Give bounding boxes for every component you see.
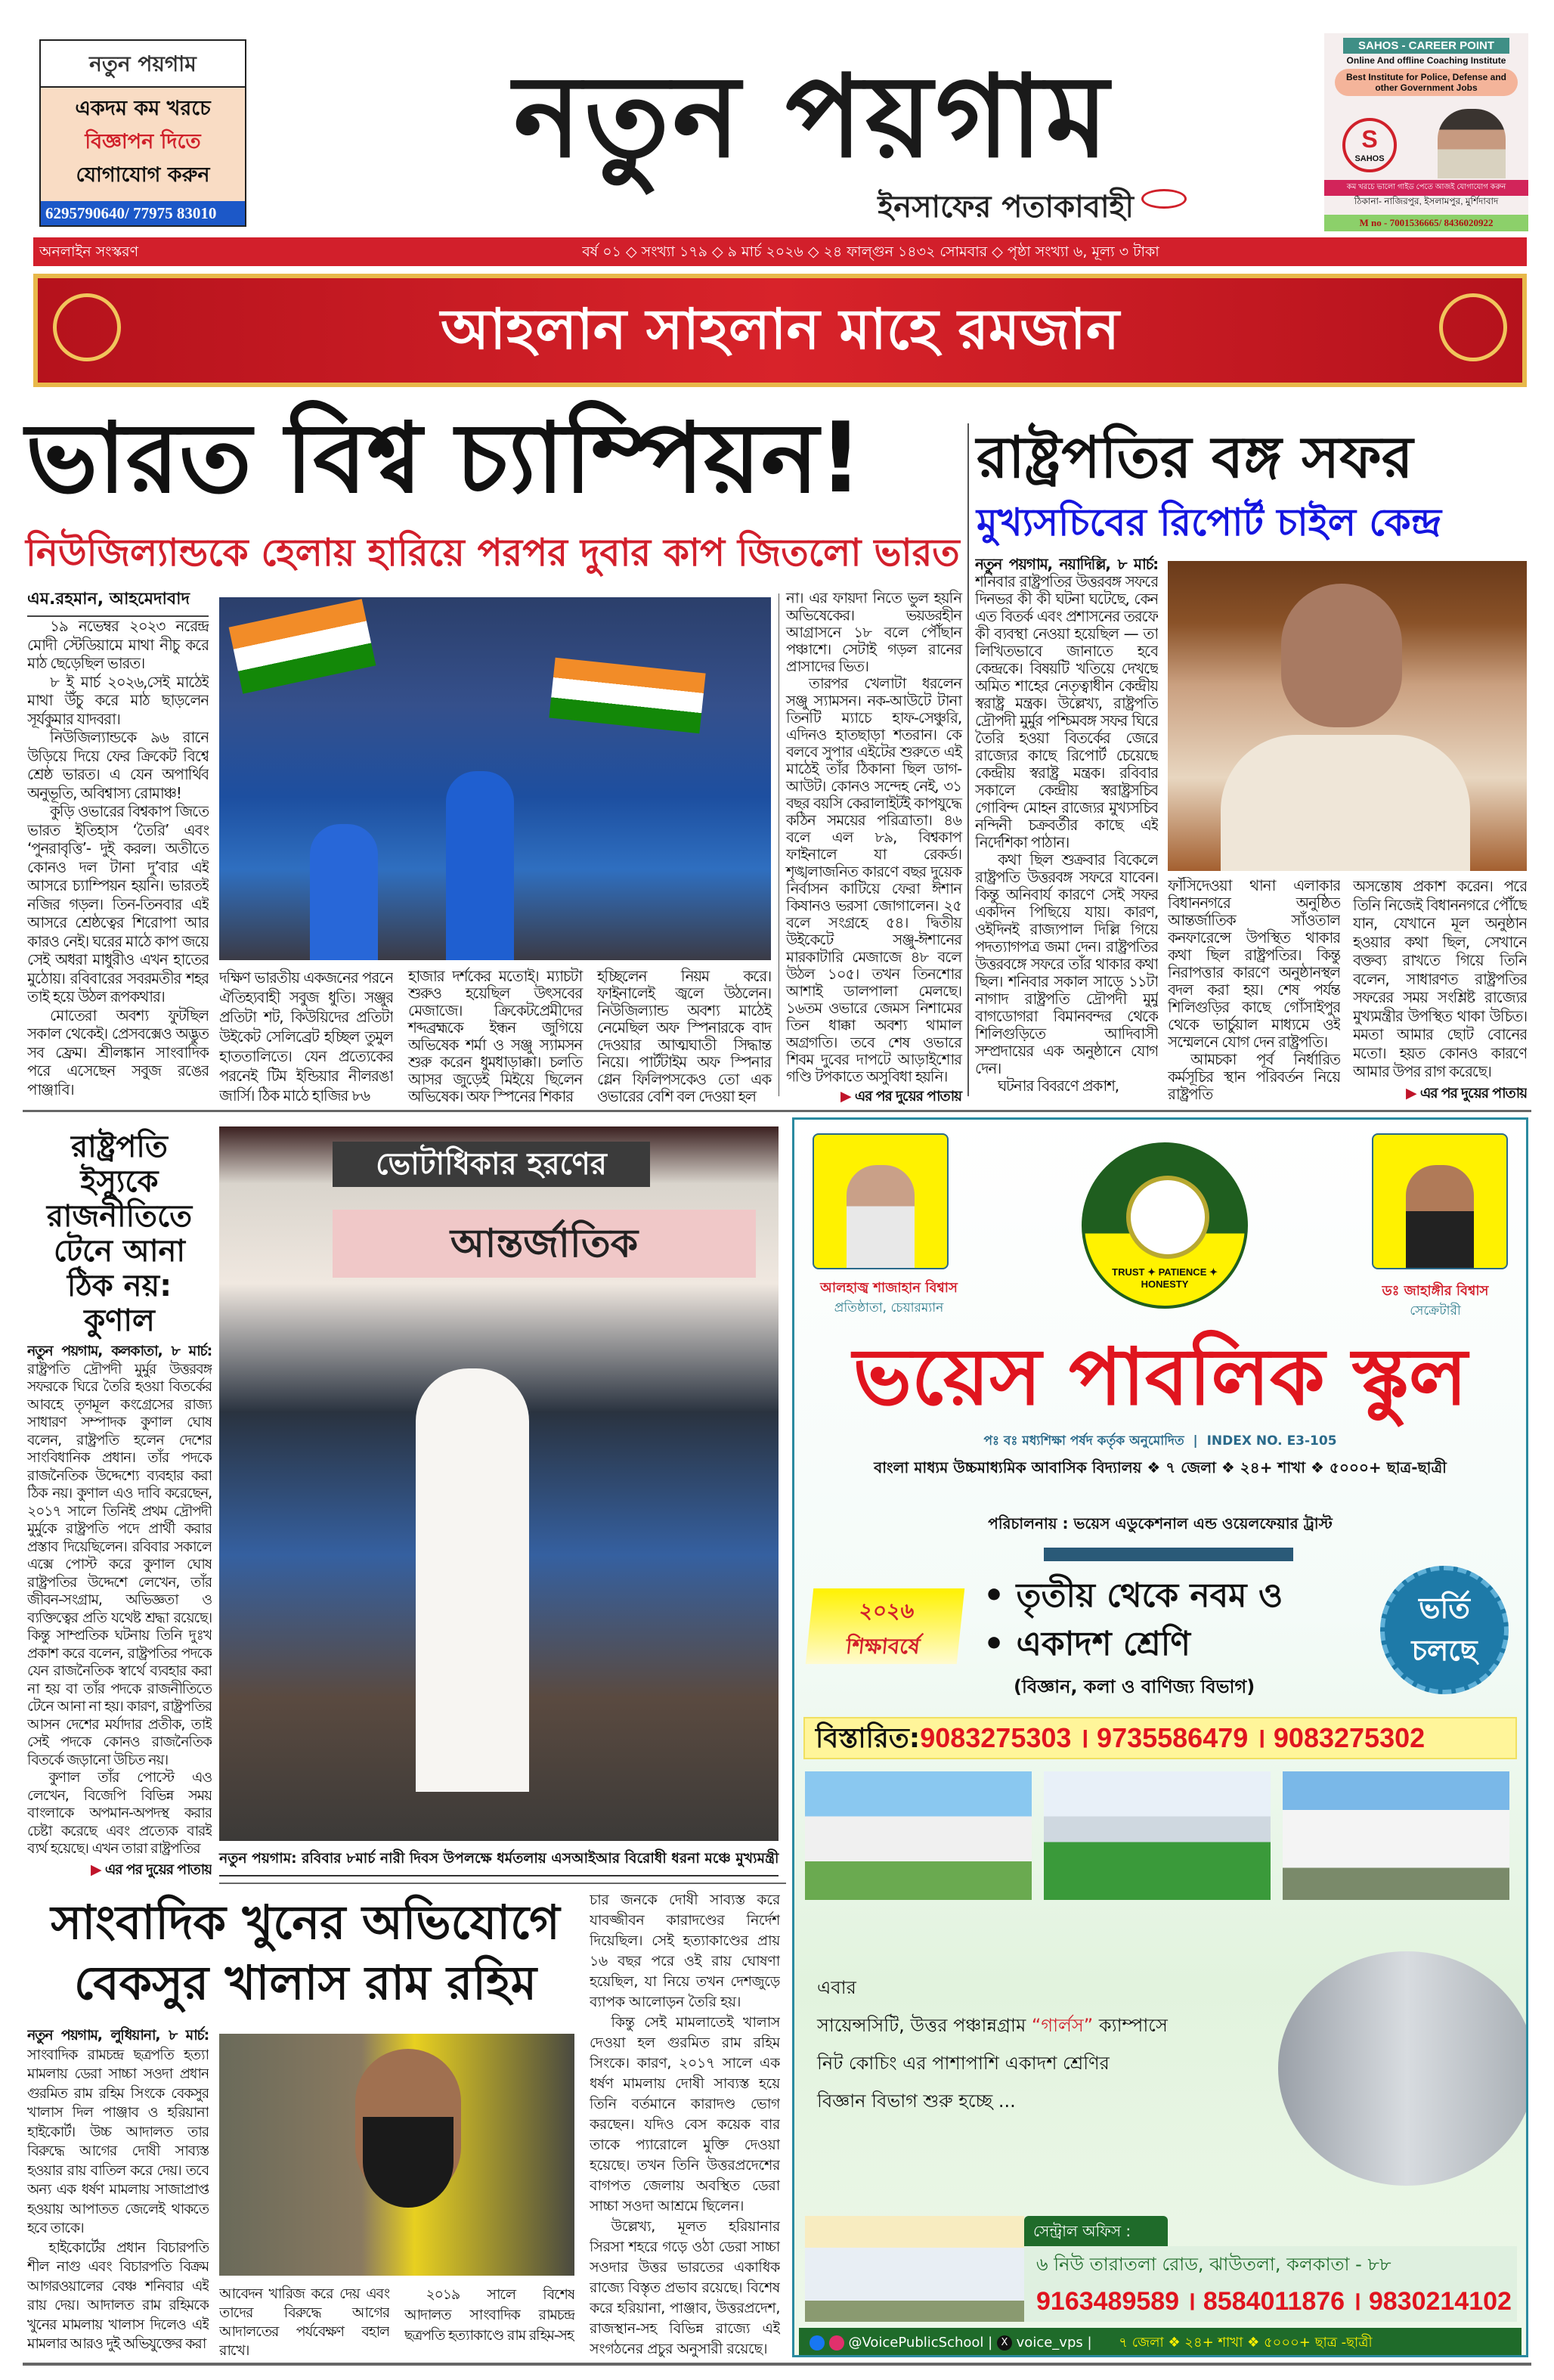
dateline: নতুন পয়গাম, কলকাতা, ৮ মার্চ: [27,1343,212,1359]
president-murmu-photo [1168,561,1527,871]
paragraph: কুণাল তাঁর পোস্টে এও লেখেন, বিজেপি বিভিন্ন সময় বাংলাকে অপমান-অপদস্থ করার চেষ্টা করেছে এবং প্রত্যেক বারই ব্যর্থ হয়েছে। এখন তারা রাষ্ট্রপতির [27,1769,212,1857]
office-building-photo [805,2216,1024,2322]
ad-line: একদম কম খরচে [75,97,211,120]
ramrahim-under-photo-1 [219,2285,389,2360]
lead-under-photo-col-2 [408,968,582,1105]
paragraph: আবেদন খারিজ করে দেয় এবং তাদের বিরুদ্ধে আগের আদালতের পর্যবেক্ষণ বহাল রাখে। [219,2285,389,2359]
ramrahim-under-photo-2 [404,2285,574,2360]
ad-line: বিজ্ঞাপন দিতে [85,130,201,153]
class-line-2: • একাদশ শ্রেণি [983,1625,1190,1663]
school-name [794,1331,1526,1422]
paragraph: উল্লেখ্য, মূলত হরিয়ানার সিরসা শহরে গড়ে ওঠা ডেরা সাচ্চা সওদার উত্তর ভারতের একাধিক রাজ্যে বিস্তৃত প্রভাব রয়েছে। বিশেষ করে হরিয়ানা, পাঞ্জাব, উত্তরপ্রদেশ, রাজস্থান-সহ বিভিন্ন রাজ্যে এই সংগঠনের প্রচুর অনুসারী রয়েছে। [590,2218,780,2357]
president-column-2 [1168,877,1340,1105]
player-figure [310,824,378,960]
mamata-figure [416,1368,529,1792]
president-headline [977,423,1528,491]
paragraph: অসন্তোষ প্রকাশ করেন। পরে তিনি নিজেই বিধাননগরে পৌঁছে যান, যেখানে মূল অনুষ্ঠান হওয়ার কথা ছিল, সেখানে বক্তব্য রাখতে গিয়ে তিনি বলেন, সাধারণত রাষ্ট্রপতির সফরের সময় সংশ্লিষ্ট রাজ্যের মুখ্যমন্ত্রীর উপস্থিত থাকা উচিত। মমতা আমার ছোট বোনের মতো। হয়ত কোনও কারণে আমার উপর রাগ করেছে। [1353,877,1527,1080]
headline-text: বেকসুর খালাস রাম রহিম [73,1955,537,2010]
paragraph: মোতেরা অবশ্য ফুটছিল সকাল থেকেই। প্রেসবক্সেও অদ্ভুত সব ফ্রেম। শ্রীলঙ্কান সাংবাদিক পরে এসেছেন সবুজ রঙের পাঞ্জাবি। [27,1006,209,1099]
lead-subhead [26,533,960,573]
masthead-title: নতুন পয়গাম [513,51,1112,183]
school-facts-text: বাংলা মাধ্যম উচ্চমাধ্যমিক আবাসিক বিদ্যালয় ❖ ৭ জেলা ❖ ২৪+ শাখা ❖ ৫০০০+ ছাত্র-ছাত্রী [874,1458,1447,1477]
academic-year-badge [806,1588,965,1664]
paragraph: ১৯ নভেম্বর ২০২৩ নরেন্দ্র মোদী স্টেডিয়ামে মাথা নীচু করে মাঠ ছেড়েছিল ভারত। [27,617,209,672]
dateline: নতুন পয়গাম, লুধিয়ানা, ৮ মার্চ: [27,2027,209,2044]
paragraph: তারপর খেলাটা ধরলেন সঞ্জু স্যামসন। নক-আউটে টানা তিনটি ম্যাচে হাফ-সেঞ্চুরি, এদিনও হাতছাড়া শতরান। কে বলবে সুপার এইটের শুরুতে এই মাঠেই তাঁর ঠিকানা ছিল ডাগ-আউট। কোনও সন্দেহ নেই, ৩১ বছর বয়সি কেরালাইটই কাপযুদ্ধে কঠিন সময়ের পরিত্রাতা। ৪৬ বলে এল ৮৯, বিশ্বকাপ ফাইনালে যা রেকর্ড। শৃঙ্খলাজনিত কারণে বছর দুয়েক নির্বাসন কাটিয়ে ফেরা ঈশান কিষানও ভরসা জোগালেন। ২৫ বলে সংগ্রহে ৫৪। দ্বিতীয় উইকেটে সঞ্জু-ঈশানের মারকাটারি মেজাজে ৪৮ বলে উঠল ১০৫। তখন তিনশোর আশাই ডালপালা মেলছে। ১৬তম ওভারে জেমস নিশামের তিন ধাক্কা অবশ্য থামাল অগ্রগতি। তবে শেষ ওভারে শিবম দুবের দাপটে আড়াইশোর গণ্ডি টপকাতে অসুবিধা হয়নি। [786,674,961,1086]
campus-text-inner: নিট কোচিং এর পাশাপাশি একাদশ শ্রেণির [817,2053,1110,2074]
paragraph: ৮ ই মার্চ ২০২৬,সেই মাঠেই মাথা উঁচু করে মাঠ ছাড়লেন সূর্যকুমার যাদবরা। [27,672,209,728]
founder-photo [813,1133,949,1269]
campus-text: সায়েন্সসিটি, উত্তর পঞ্চান্নগ্রাম [817,2015,1032,2036]
founder-title: প্রতিষ্ঠাতা, চেয়ারম্যান [834,1300,944,1316]
india-flag [229,599,376,693]
campus-photo [1044,1771,1271,1900]
ad-phone: 6295790640/ 77975 83010 [41,201,245,225]
advertise-with-us-ad [39,39,246,227]
paragraph: নিউজিল্যান্ডকে ৯৬ রানে উড়িয়ে দিয়ে ফের ক্রিকেট বিশ্বে শ্রেষ্ঠ ভারত। এ যেন অপার্থিব অনুভূতি, অবিশ্বাস্য রোমাঞ্চ! [27,728,209,802]
secretary-name: ডঃ জাহাঙ্গীর বিশ্বাস [1382,1283,1489,1299]
ad-strip-text: কম খরচে ভালো গাইড পেতে আজই যোগাযোগ করুন [1346,183,1506,191]
lead-subhead-text: নিউজিল্যান্ডকে হেলায় হারিয়ে পরপর দুবার কাপ জিতলো ভারত [26,531,960,575]
portrait-beard [363,2117,454,2208]
lead-under-photo-col-3 [597,968,771,1105]
campus-photo [805,1771,1032,1900]
ad-strip [1324,180,1528,196]
portrait-face [1281,584,1402,727]
president-column-3 [1353,877,1527,1105]
trust-name: পরিচালনায় : ভয়েস এডুকেশনাল এন্ড ওয়েলফেয়ার ট্রাস্ট [988,1514,1333,1532]
triangle-right-icon: ▶ [840,1088,855,1105]
lead-headline-text: ভারত বিশ্ব চ্যাম্পিয়ন! [26,402,863,515]
index-number: INDEX NO. E3-105 [1206,1433,1337,1449]
paragraph: কুড়ি ওভারের বিশ্বকাপ জিতে ভারত ইতিহাস ‘তৈরি’ এবং ‘পুনরাবৃত্তি’- দুই করল। অতীতে কোনও দল টানা দু’বার এই আসরে চ্যাম্পিয়ন হয়নি। ভারতই নজির গড়ল। তিন-তিনবার এই আসরে শ্রেষ্ঠত্বের শিরোপা আর কারও নেই। ঘরের মাঠে কাপ জয়ে সেই অধরা মাধুরীও এখন হাতের মুঠোয়। রবিবারের সবরমতীর শহর তাই হয়ে উঠল রূপকথার। [27,802,209,1006]
continued-link[interactable] [1353,1084,1527,1103]
campus-photo [1283,1771,1509,1900]
details-phone-bar [803,1717,1517,1759]
headline-text: সাংবাদিক খুনের অভিযোগে [51,1895,560,1950]
paragraph: হাজার দর্শকের মতোই। ম্যাচটা শুরুও হয়েছিল উৎসবের মেজাজে। ক্রিকেটপ্রেমীদের শব্দব্রহ্মকে ইন্ধন জুগিয়ে অভিষেক শর্মা ও সঞ্জু স্যামসন শুরু করেন ধুমধাড়াক্কা। চলতি আসর জুড়েই মিইয়ে ছিলেন অভিষেক। অফ স্পিনের শিকার [408,967,582,1105]
ramadan-banner [33,274,1527,387]
paragraph: ঘটনার বিবরণে প্রকাশ, [998,1077,1119,1095]
ad-line: যোগাযোগ করুন [76,163,210,187]
school-name-text: ভয়েস পাবলিক স্কুল [853,1331,1468,1423]
byline: এম.রহমান, আহমেদাবাদ [27,586,209,617]
president-headline-text: রাষ্ট্রপতির বঙ্গ সফর [977,423,1413,491]
facebook-handle[interactable]: @VoicePublicSchool [848,2335,984,2351]
school-crest-logo [1082,1142,1248,1309]
badge-text: ভর্তি [1419,1591,1470,1625]
ram-rahim-photo [219,2034,574,2276]
ad-title: SAHOS - CAREER POINT [1343,38,1509,54]
campus-text: বিজ্ঞান বিভাগ শুরু হচ্ছে ... [817,2090,1016,2112]
sahos-logo: S SAHOS [1342,118,1397,172]
x-handle[interactable]: voice_vps [1016,2335,1083,2351]
triangle-right-icon: ▶ [1406,1084,1420,1102]
secretary-photo [1372,1133,1508,1269]
president-subhead [977,500,1528,544]
masthead [325,53,1300,227]
founder-name [802,1277,976,1300]
dateline-bar [33,237,1527,266]
sahos-career-point-ad [1324,33,1528,231]
facebook-icon[interactable] [810,2335,825,2351]
photo-caption-text: নতুন পয়গাম: রবিবার ৮মার্চ নারী দিবস উপলক্ষে ধর্মতলায় এসআইআর বিরোধী ধরনা মঞ্চে মুখ্যমন্ত্রী [219,1850,779,1867]
school-motto: TRUST ✦ PATIENCE ✦ HONESTY [1112,1266,1218,1290]
year-text: ২০২৬ [857,1598,916,1623]
paragraph: রাষ্ট্রপতি দ্রৌপদী মুর্মুর উত্তরবঙ্গ সফরকে ঘিরে তৈরি হওয়া বিতর্কের আবহে তৃণমূল কংগ্রেসের রাজ্য সাধারণ সম্পাদক কুণাল ঘোষ বলেন, রাষ্ট্রপতি হলেন দেশের সাংবিধানিক প্রধান। তাঁর পদকে রাজনৈতিক উদ্দেশ্যে ব্যবহার করা ঠিক নয়। কুণাল এও দাবি করেছেন, ২০১৭ সালে তিনিই প্রথম দ্রৌপদী মুর্মুকে রাষ্ট্রপতি পদে প্রার্থী করার প্রস্তাব দিয়েছিলেন। রবিবার সকালে এক্সে পোস্ট করে কুণাল ঘোষ রাষ্ট্রপতির উদ্দেশে লেখেন, তাঁর জীবন-সংগ্রাম, অভিজ্ঞতা ও ব্যক্তিত্বের প্রতি যথেষ্ট শ্রদ্ধা রয়েছে। কিন্তু সাম্প্রতিক ঘটনায় তিনি দুঃখ প্রকাশ করে বলেন, রাষ্ট্রপতির পদকে যেন রাজনৈতিক স্বার্থে ব্যবহার করা না হয় বা তাঁর পদকে রাজনীতিতে টেনে আনা না হয়। কারণ, রাষ্ট্রপতির আসন দেশের মর্যাদার প্রতীক, তাই সেই পদকে কোনও রাজনৈতিক বিতর্কে জড়ানো উচিত নয়। [27,1360,212,1768]
paragraph: কথা ছিল শুক্রবার বিকেলে রাষ্ট্রপতি উত্তরবঙ্গ সফরে যাবেন। কিন্তু অনিবার্য কারণে সেই সফর একদিন পিছিয়ে যায়। কারণ, ওইদিনই রাজ্যপাল দিল্লি গিয়ে পদত্যাগপত্র জমা দেন। রাষ্ট্রপতির উত্তরবঙ্গে সফরে তাঁর থাকার কথা ছিল। শনিবার সকাল সাড়ে ১১টা নাগাদ রাষ্ট্রপতি দ্রৌপদী মুর্মু বাগডোগরা বিমানবন্দর থেকে শিলিগুড়িতে আদিবাসী সম্প্রদায়ের এক অনুষ্ঠানে যোগ দেন। [975,851,1158,1077]
ornament-icon [53,293,121,361]
details-phones: 9083275303 । 9735586479 । 9083275302 [920,1722,1426,1753]
logo-text: SAHOS [1354,154,1385,163]
dateline: নতুন পয়গাম, নয়াদিল্লি, ৮ মার্চ: [975,556,1158,573]
paragraph: হচ্ছিলেন নিয়ম করে। ফাইনালেই জ্বলে উঠলেন। নিউজিল্যান্ড অবশ্য মাঠেই নেমেছিল অফ স্পিনারকে বাদ দেওয়ার আত্মঘাতী সিদ্ধান্ত নিয়ে। পার্টটাইম অফ স্পিনার গ্লেন ফিলিপসকেও তো এক ওভারের বেশি বল দেওয়া হল [597,967,771,1105]
lead-under-photo-col-1 [219,968,393,1105]
india-flag [549,658,705,733]
instructor-photo [1438,109,1506,178]
continued-link[interactable] [27,1861,212,1880]
class-line-1: • তৃতীয় থেকে নবম ও [983,1576,1283,1615]
year-label: শিক্ষাবর্ষে [844,1634,921,1659]
x-icon[interactable]: X [997,2335,1012,2351]
office-phones [1036,2282,1512,2317]
paragraph: ফাঁসিদেওয়া থানা এলাকার বিধাননগরে অনুষ্ঠিত আন্তর্জাতিক সাঁওতাল কনফারেন্সে উপস্থিত থাকার কথা ছিল রাষ্ট্রপতির। কিন্তু নিরাপত্তার কারণে অনুষ্ঠানস্থল বদল করা হয়। শেষ পর্যন্ত শিলিগুড়ির কাছে গোঁসাইপুর থেকে ভার্চুয়াল মাধ্যমে ওই সম্মেলনে যোগ দেন রাষ্ট্রপতি। [1168,877,1340,1051]
paragraph: দক্ষিণ ভারতীয় একজনের পরনে ঐতিহ্যবাহী সবুজ ধুতি। সঞ্জুর প্রতিটা শট, কিউয়িদের প্রতিটা উইকেট সেলিব্রেট হচ্ছিল তুমুল হাততালিতে। যেন প্রত্যেকের পরনেই টিম ইন্ডিয়ার নীলরঙা জার্সি। ঠিক মাঠে হাজির ৮৬ [219,968,393,1105]
masthead-tagline: ইনসাফের পতাকাবাহী [878,190,1134,225]
paragraph: আমচকা পূর্ব নির্ধারিত কর্মসূচির স্থান পরিবর্তন নিয়ে রাষ্ট্রপতি [1168,1050,1340,1103]
ad-pitch: Best Institute for Police, Defense and other Government Jobs [1335,69,1518,96]
footer-facts: ৭ জেলা ❖ ২৪+ শাখা ❖ ৫০০০+ ছাত্র -ছাত্রী [1119,2335,1373,2351]
campus-text [817,2050,1271,2080]
ornament-icon [1439,293,1507,361]
instagram-icon[interactable] [829,2335,844,2351]
mamata-rally-photo [219,1126,779,1841]
paragraph: শনিবার রাষ্ট্রপতির উত্তরবঙ্গ সফরে দিনভর কী কী ঘটনা ঘটেছে, কেন এত বিতর্ক এবং প্রশাসনের তরফে কী ব্যবস্থা নেওয়া হয়েছিল — তা লিখিতভাবে জানাতে হবে কেন্দ্রকে। বিষয়টি খতিয়ে দেখছে অমিত শাহের নেতৃত্বাধীন কেন্দ্রীয় স্বরাষ্ট্র মন্ত্রক। উল্লেখ্য, রাষ্ট্রপতি দ্রৌপদী মুর্মুর পশ্চিমবঙ্গ সফর ঘিরে তৈরি হওয়া বিতর্কের জেরে রাজ্যের কাছে রিপোর্ট চেয়েছে কেন্দ্রীয় স্বরাষ্ট্র মন্ত্রক। রবিবার সকালে কেন্দ্রীয় স্বরাষ্ট্রসচিব গোবিন্দ মোহন রাজ্যের মুখ্যসচিব নন্দিনী চক্রবর্তীর কাছে এই নির্দেশিকা পাঠান। [975,572,1158,851]
ad-logo: নতুন পয়গাম [41,41,245,88]
player-figure [446,771,514,960]
paragraph: হাইকোর্টের প্রধান বিচারপতি শীল নাগু এবং বিচারপতি বিক্রম আগরওয়ালের বেঞ্চ শনিবার এই রায় দেয়। আদালত রাম রহিমকে খুনের মামলায় খালাস দিলেও এই মামলার আরও দুই অভিযুক্তের করা [27,2239,209,2352]
president-subhead-text: মুখ্যসচিবের রিপোর্ট চাইল কেন্দ্র [977,500,1442,544]
ad-phone: M no - 7001536665/ 8436020922 [1324,215,1528,231]
president-column-1 [975,556,1158,1105]
ramrahim-headline-2 [30,1955,580,2010]
issue-info-text: বর্ষ ০১ ◇ সংখ্যা ১৭৯ ◇ ৯ মার্চ ২০২৬ ◇ ২৪ ফাল্গুন ১৪৩২ সোমবার ◇ পৃষ্ঠা সংখ্যা ৬, মূল্য ৩ টাকা [582,243,1159,260]
founder-name-text: আলহাজ্ব শাজাহান বিশ্বাস [820,1280,958,1296]
office-phones-text: 9163489589 । 8584011876 । 9830214102 [1036,2287,1512,2316]
photo-caption [219,1848,779,1876]
backdrop-text: ভোটাধিকার হরণের [333,1142,650,1187]
girls-campus-building-photo [1278,1951,1528,2186]
continued-text: এর পর দুয়ের পাতায় [1419,1084,1527,1102]
ad-address-text: ঠিকানা- নাজিরপুর, ইসলামপুর, মুর্শিদাবাদ [1354,196,1499,206]
office-address [1036,2251,1512,2281]
divider [1044,1548,1293,1561]
voice-public-school-ad: আলহাজ্ব শাজাহান বিশ্বাস প্রতিষ্ঠাতা, চেয়ারম্যান TRUST ✦ PATIENCE ✦ HONESTY ডঃ জাহাঙ্গীর বিশ্বাস সেক্রেটারী ভয়েস পাবলিক স্কুল পঃ বঃ মধ্যশিক্ষা পর্ষদ কর্তৃক অনুমোদিত | INDEX NO. E3-105 বাংলা মাধ্যম উচ্চমাধ্যমিক আবাসিক বিদ্যালয় ❖ ৭ জেলা ❖ ২৪+ শাখা ❖ ৫০০০+ ছাত্র-ছাত্রী পরিচালনায় : ভয়েস এডুকেশনাল এন্ড ওয়েলফেয়ার ট্রাস্ট ২০২৬ শিক্ষাবর্ষে • তৃতীয় থেকে নবম ও • একাদশ শ্রেণি (বিজ্ঞান, কলা ও বাণিজ্য বিভাগ) ভর্তি চলছে বিস্তারিত:9083275303 । 9735586479 । 9083275302 এবার সায়েন্সসিটি, উত্তর পঞ্চান্নগ্রাম “গার্লস” ক্যাম্পাসে নিট কোচিং এর পাশাপাশি একাদশ শ্রেণির বিজ্ঞান বিভাগ শুরু হচ্ছে ... সেন্ট্রাল অফিস : ৬ নিউ তারাতলা রোড, ঝাউতলা, কলকাতা - ৮৮ 9163489589 । 8584011876 । 9830214102 @VoicePublicSchool | X voice_vps | ৭ জেলা ❖ ২৪+ শাখা ❖ ৫০০০+ ছাত্র -ছাত্রী [792,1117,1528,2357]
approval-text: পঃ বঃ মধ্যশিক্ষা পর্ষদ কর্তৃক অনুমোদিত [983,1433,1184,1449]
ad-address [1324,195,1528,210]
campus-text: ক্যাম্পাসে [1093,2015,1168,2036]
campus-line [817,2012,1271,2042]
paragraph: সাংবাদিক রামচন্দ্র ছত্রপতি হত্যা মামলায় ডেরা সাচ্চা সওদা প্রধান গুরমিত রাম রহিম সিংকে বেকসুর খালাস দিল পাঞ্জাব ও হরিয়ানা হাইকোর্ট। উচ্চ আদালত তার বিরুদ্ধে আগের দোষী সাব্যস্ত হওয়ার রায় বাতিল করে দেয়। তবে অন্য এক ধর্ষণ মামলায় সাজাপ্রাপ্ত হওয়ায় আপাতত জেলেই থাকতে হবে তাকে। [27,2046,209,2236]
lead-headline [26,402,960,515]
edition-label: অনলাইন সংস্করণ [39,243,139,260]
portrait-saree [1221,735,1470,871]
paragraph: না। এর ফায়দা নিতে ভুল হয়নি অভিষেকের। ভয়ডরহীন আগ্রাসনে ১৮ বলে পৌঁছান পঞ্চাশে। সেটাই গড়ল রানের প্রাসাদের ভিত। [786,589,961,676]
school-facts [802,1457,1518,1482]
ramrahim-column-3 [590,1890,780,2359]
continued-text: এর পর দুয়ের পাতায় [104,1861,212,1878]
ad-subtitle: Online And offline Coaching Institute [1346,55,1506,66]
banner-text: আহলান সাহলান মাহে রমজান [440,297,1120,362]
backdrop-text: আন্তর্জাতিক [333,1210,756,1278]
admission-open-badge[interactable] [1380,1566,1509,1694]
campus-girls: “গার্লস” [1031,2015,1094,2036]
ramrahim-headline-1 [30,1895,580,1950]
ad-ebar: এবার [817,1977,856,1998]
paragraph: কিন্তু সেই মামলাতেই খালাস দেওয়া হল গুরমিত রাম রহিম সিংকে। কারণ, ২০১৭ সালে এক ধর্ষণ মামলায় দোষী সাব্যস্ত হয়ে তিনি বর্তমানে কারাদণ্ড ভোগ করছেন। যদিও বেস কয়েক বার তাকে প্যারোলে মুক্তি দেওয়া হয়েছে। তখন তিনি উত্তরপ্রদেশের বাগপত জেলায় অবস্থিত ডেরা সাচ্চা সওদা আশ্রমে ছিলেন। [590,2014,780,2214]
triangle-right-icon: ▶ [91,1861,105,1878]
office-label: সেন্ট্রাল অফিস : [1024,2216,1168,2246]
office-address-text: ৬ নিউ তারাতলা রোড, ঝাউতলা, কলকাতা - ৮৮ [1036,2254,1391,2275]
continued-link[interactable] [786,1088,961,1105]
details-label: বিস্তারিত: [816,1723,921,1754]
lead-column-3 [786,590,961,1105]
paragraph: ২০১৯ সালে বিশেষ আদালত সাংবাদিক রামচন্দ্র ছত্রপতি হত্যাকাণ্ডে রাম রহিম-সহ [404,2286,574,2344]
issue-info [230,237,1512,266]
badge-text: চলছে [1411,1634,1478,1667]
ramrahim-column-1 [27,2026,209,2359]
secretary-title: সেক্রেটারী [1410,1303,1461,1319]
kunal-story-block [27,1130,212,1880]
cricket-team-celebration-photo [219,597,771,960]
kunal-story [27,1343,212,1880]
paragraph: চার জনকে দোষী সাব্যস্ত করে যাবজ্জীবন কারাদণ্ডের নির্দেশ দিয়েছিল। সেই হত্যাকাণ্ডের প্রায় ১৬ বছর পরে ওই রায় ঘোষণা হয়েছিল, যা নিয়ে তখন দেশজুড়ে ব্যাপক আলোড়ন তৈরি হয়। [590,1892,780,2010]
continued-text: এর পর দুয়ের পাতায় [854,1088,961,1105]
kunal-headline: রাষ্ট্রপতি ইস্যুকে রাজনীতিতে টেনে আনা ঠিক নয়: কুণাল [46,1130,193,1338]
pen-nib-icon [1141,189,1187,209]
streams: (বিজ্ঞান, কলা ও বাণিজ্য বিভাগ) [1014,1676,1255,1697]
lead-column-1 [27,617,209,1105]
social-footer: @VoicePublicSchool | X voice_vps | ৭ জেলা ❖ ২৪+ শাখা ❖ ৫০০০+ ছাত্র -ছাত্রী [799,2328,1521,2357]
